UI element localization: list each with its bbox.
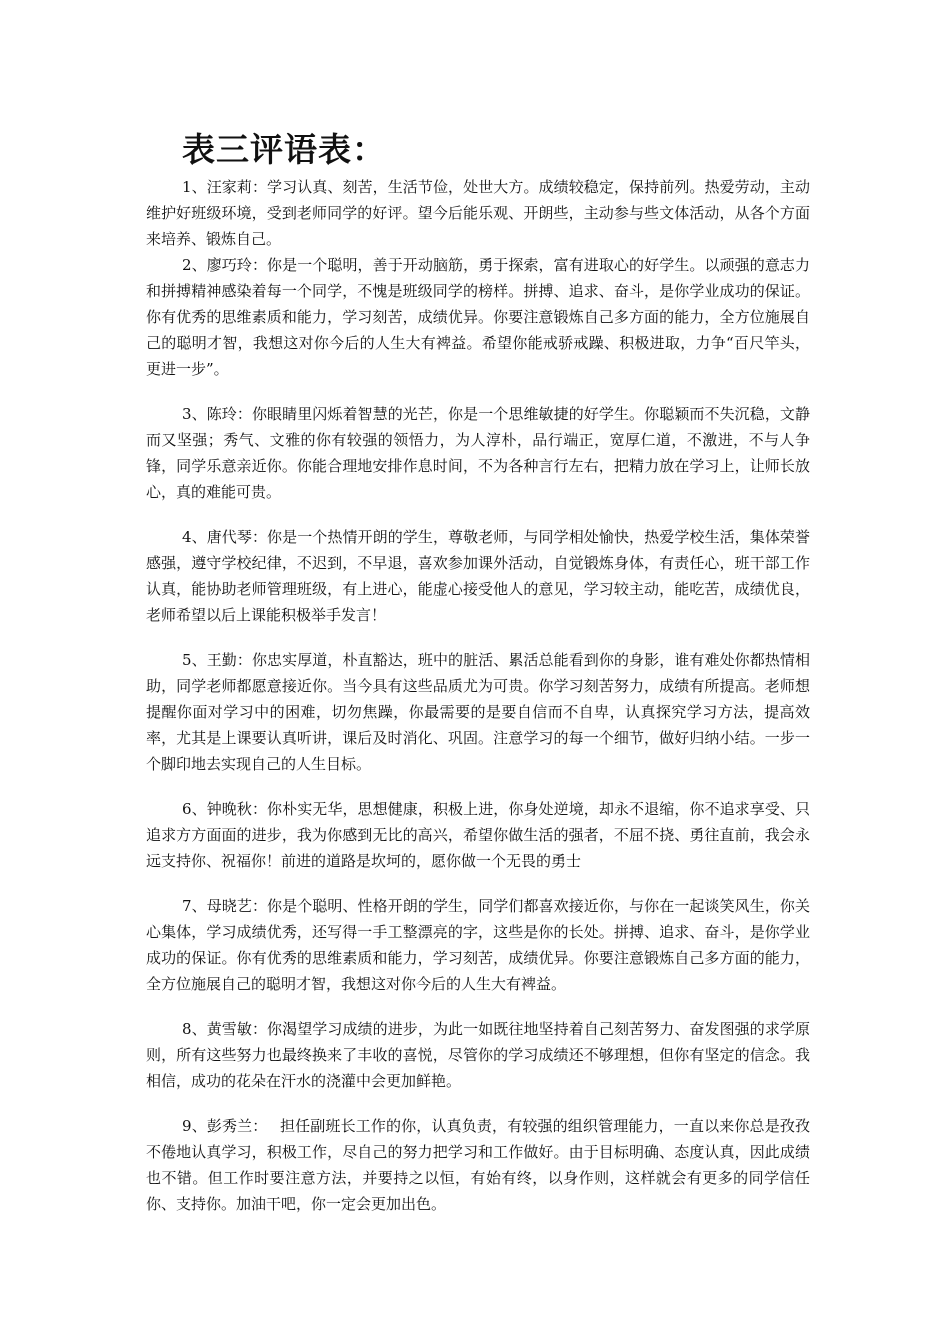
comment-entry-2: 2、廖巧玲：你是一个聪明，善于开动脑筋，勇于探索，富有进取心的好学生。以顽强的意志力和拼搏精神感染着每一个同学，不愧是班级同学的榜样。拼搏、追求、奋斗，是你学业成功的保证。你有优秀的思维素质和能力，学习刻苦，成绩优异。你要注意锻炼自己多方面的能力，全方位施展自己的聪明才智，我想这对你今后的人生大有裨益。希望你能戒骄戒躁、积极进取，力争“百尺竿头，更进一步”。 xyxy=(146,256,810,378)
comment-entry-6: 6、钟晚秋：你朴实无华，思想健康，积极上进，你身处逆境，却永不退缩，你不追求享受、只追求方方面面的进步，我为你感到无比的高兴，希望你做生活的强者，不屈不挠、勇往直前，我会永远支持你、祝福你！前进的道路是坎坷的，愿你做一个无畏的勇士 xyxy=(146,800,810,870)
comment-entry-9: 9、彭秀兰： 担任副班长工作的你，认真负责，有较强的组织管理能力，一直以来你总是孜孜不倦地认真学习，积极工作，尽自己的努力把学习和工作做好。由于目标明确、态度认真，因此成绩也不错。但工作时要注意方法，并要持之以恒，有始有终，以身作则，这样就会有更多的同学信任你、支持你。加油干吧，你一定会更加出色。 xyxy=(146,1117,810,1213)
comment-entry-8: 8、黄雪敏：你渴望学习成绩的进步，为此一如既往地坚持着自己刻苦努力、奋发图强的求学原则，所有这些努力也最终换来了丰收的喜悦，尽管你的学习成绩还不够理想，但你有坚定的信念。我相信，成功的花朵在汗水的浇灌中会更加鲜艳。 xyxy=(146,1020,810,1090)
comment-entry-3: 3、陈玲：你眼睛里闪烁着智慧的光芒，你是一个思维敏捷的好学生。你聪颖而不失沉稳，文静而又坚强；秀气、文雅的你有较强的领悟力，为人淳朴，品行端正，宽厚仁道，不激进，不与人争锋，同学乐意亲近你。你能合理地安排作息时间，不为各种言行左右，把精力放在学习上，让师长放心，真的难能可贵。 xyxy=(146,405,810,501)
document-title: 表三评语表： xyxy=(182,130,386,169)
comment-entry-4: 4、唐代琴：你是一个热情开朗的学生，尊敬老师，与同学相处愉快，热爱学校生活，集体荣誉感强，遵守学校纪律，不迟到，不早退，喜欢参加课外活动，自觉锻炼身体，有责任心，班干部工作认真，能协助老师管理班级，有上进心，能虚心接受他人的意见，学习较主动，能吃苦，成绩优良，老师希望以后上课能积极举手发言！ xyxy=(146,528,810,624)
comment-entry-1: 1、汪家莉：学习认真、刻苦，生活节俭，处世大方。成绩较稳定，保持前列。热爱劳动，主动维护好班级环境，受到老师同学的好评。望今后能乐观、开朗些，主动参与些文体活动，从各个方面来培养、锻炼自己。 xyxy=(146,178,810,248)
comment-entry-5: 5、王勤：你忠实厚道，朴直豁达，班中的脏活、累活总能看到你的身影，谁有难处你都热情相助，同学老师都愿意接近你。当今具有这些品质尤为可贵。你学习刻苦努力，成绩有所提高。老师想提醒你面对学习中的困难，切勿焦躁，你最需要的是要自信而不自卑，认真探究学习方法，提高效率，尤其是上课要认真听讲，课后及时消化、巩固。注意学习的每一个细节，做好归纳小结。一步一个脚印地去实现自己的人生目标。 xyxy=(146,651,810,773)
comment-entry-7: 7、母晓艺：你是个聪明、性格开朗的学生，同学们都喜欢接近你，与你在一起谈笑风生，你关心集体，学习成绩优秀，还写得一手工整漂亮的字，这些是你的长处。拼搏、追求、奋斗，是你学业成功的保证。你有优秀的思维素质和能力，学习刻苦，成绩优异。你要注意锻炼自己多方面的能力，全方位施展自己的聪明才智，我想这对你今后的人生大有裨益。 xyxy=(146,897,810,993)
document-page xyxy=(146,126,810,1217)
